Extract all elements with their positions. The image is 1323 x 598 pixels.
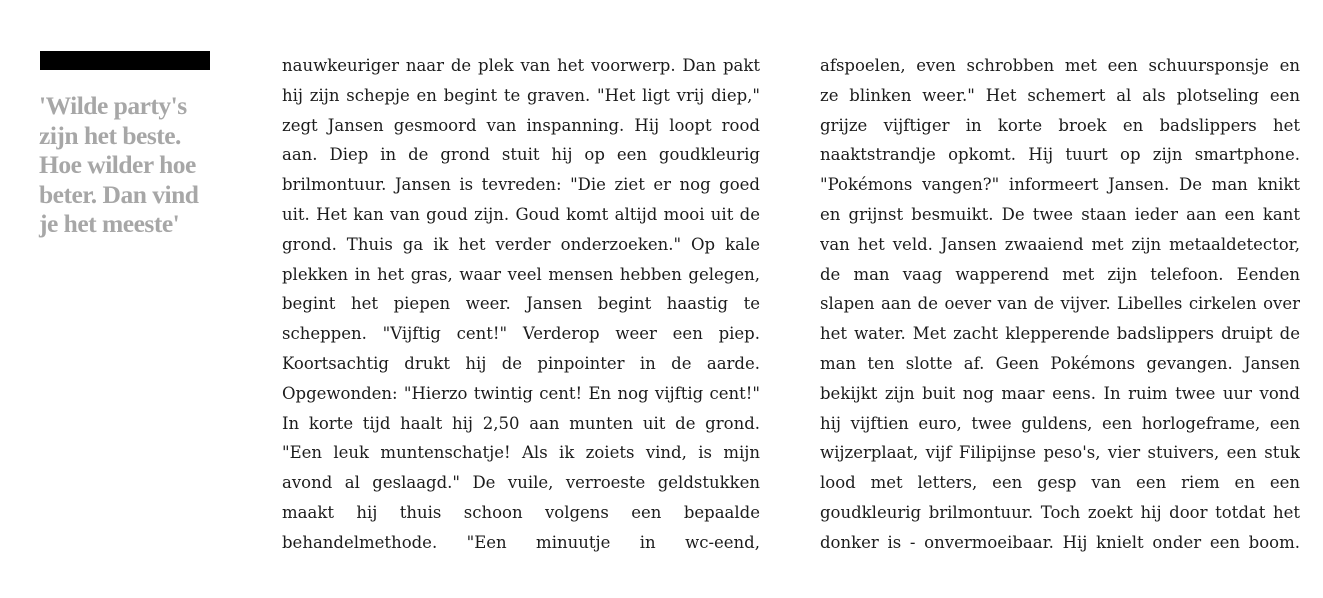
pullquote-line: je het meeste' <box>39 209 180 239</box>
pullquote-line: beter. Dan vind <box>39 179 199 209</box>
pullquote-line: 'Wilde party's <box>39 91 187 120</box>
article-line: grond. Thuis ga ik het verder onderzoeken." Op kale <box>282 234 760 254</box>
pullquote <box>39 91 225 239</box>
article-line: brilmontuur. Jansen is tevreden: "Die ziet er nog goed <box>282 175 760 195</box>
article-line: "Een leuk muntenschatje! Als ik zoiets vind, is mijn <box>282 443 760 463</box>
article-line: plekken in het gras, waar veel mensen hebben gelegen, <box>282 264 760 284</box>
article-line: man ten slotte af. Geen Pokémons gevangen. Jansen <box>820 353 1300 373</box>
article-line: donker is - onvermoeibaar. Hij knielt onder een boom. <box>820 532 1300 552</box>
article-line: nauwkeuriger naar de plek van het voorwerp. Dan pakt <box>282 56 760 75</box>
article-line: slapen aan de oever van de vijver. Libelles cirkelen over <box>820 294 1300 314</box>
article-line: maakt hij thuis schoon volgens een bepaalde <box>282 502 760 522</box>
article-line: naaktstrandje opkomt. Hij tuurt op zijn smartphone. <box>820 145 1300 165</box>
article-line: grijze vijftiger in korte broek en badslippers het <box>820 115 1300 135</box>
article-line: van het veld. Jansen zwaaiend met zijn metaaldetector, <box>820 234 1300 254</box>
article-line: en grijnst besmuikt. De twee staan ieder aan een kant <box>820 204 1300 224</box>
pullquote-line: zijn het beste. <box>39 120 181 150</box>
article-column-left <box>282 51 760 558</box>
article-column-right <box>820 51 1300 558</box>
article-line: uit. Het kan van goud zijn. Goud komt altijd mooi uit de <box>282 204 760 224</box>
article-line: "Pokémons vangen?" informeert Jansen. De man knikt <box>820 175 1300 195</box>
pullquote-accent-bar <box>40 51 210 70</box>
article-line: Opgewonden: "Hierzo twintig cent! En nog vijftig cent!" <box>282 383 760 403</box>
pullquote-line: Hoe wilder hoe <box>39 150 196 180</box>
article-line: Koortsachtig drukt hij de pinpointer in de aarde. <box>282 353 760 373</box>
article-line: aan. Diep in de grond stuit hij op een goudkleurig <box>282 145 760 165</box>
article-line: lood met letters, een gesp van een riem en een <box>820 473 1300 493</box>
article-line: zegt Jansen gesmoord van inspanning. Hij loopt rood <box>282 115 760 135</box>
article-line: scheppen. "Vijftig cent!" Verderop weer een piep. <box>282 324 760 344</box>
article-line: In korte tijd haalt hij 2,50 aan munten uit de grond. <box>282 413 760 433</box>
article-line: wijzerplaat, vijf Filipijnse peso's, vier stuivers, een stuk <box>820 443 1300 463</box>
article-line: goudkleurig brilmontuur. Toch zoekt hij door totdat het <box>820 502 1300 522</box>
article-line: hij vijftien euro, twee guldens, een horlogeframe, een <box>820 413 1300 433</box>
article-line: ze blinken weer." Het schemert al als plotseling een <box>820 85 1300 105</box>
article-line: afspoelen, even schrobben met een schuursponsje en <box>820 56 1300 75</box>
article-line: bekijkt zijn buit nog maar eens. In ruim twee uur vond <box>820 383 1300 403</box>
article-line: de man vaag wapperend met zijn telefoon. Eenden <box>820 264 1300 284</box>
article-line: het water. Met zacht klepperende badslippers druipt de <box>820 324 1300 344</box>
article-line: avond al geslaagd." De vuile, verroeste geldstukken <box>282 473 760 493</box>
article-line: behandelmethode. "Een minuutje in wc-eend, <box>282 532 760 552</box>
article-line: hij zijn schepje en begint te graven. "Het ligt vrij diep," <box>282 85 760 105</box>
article-line: begint het piepen weer. Jansen begint haastig te <box>282 294 760 314</box>
